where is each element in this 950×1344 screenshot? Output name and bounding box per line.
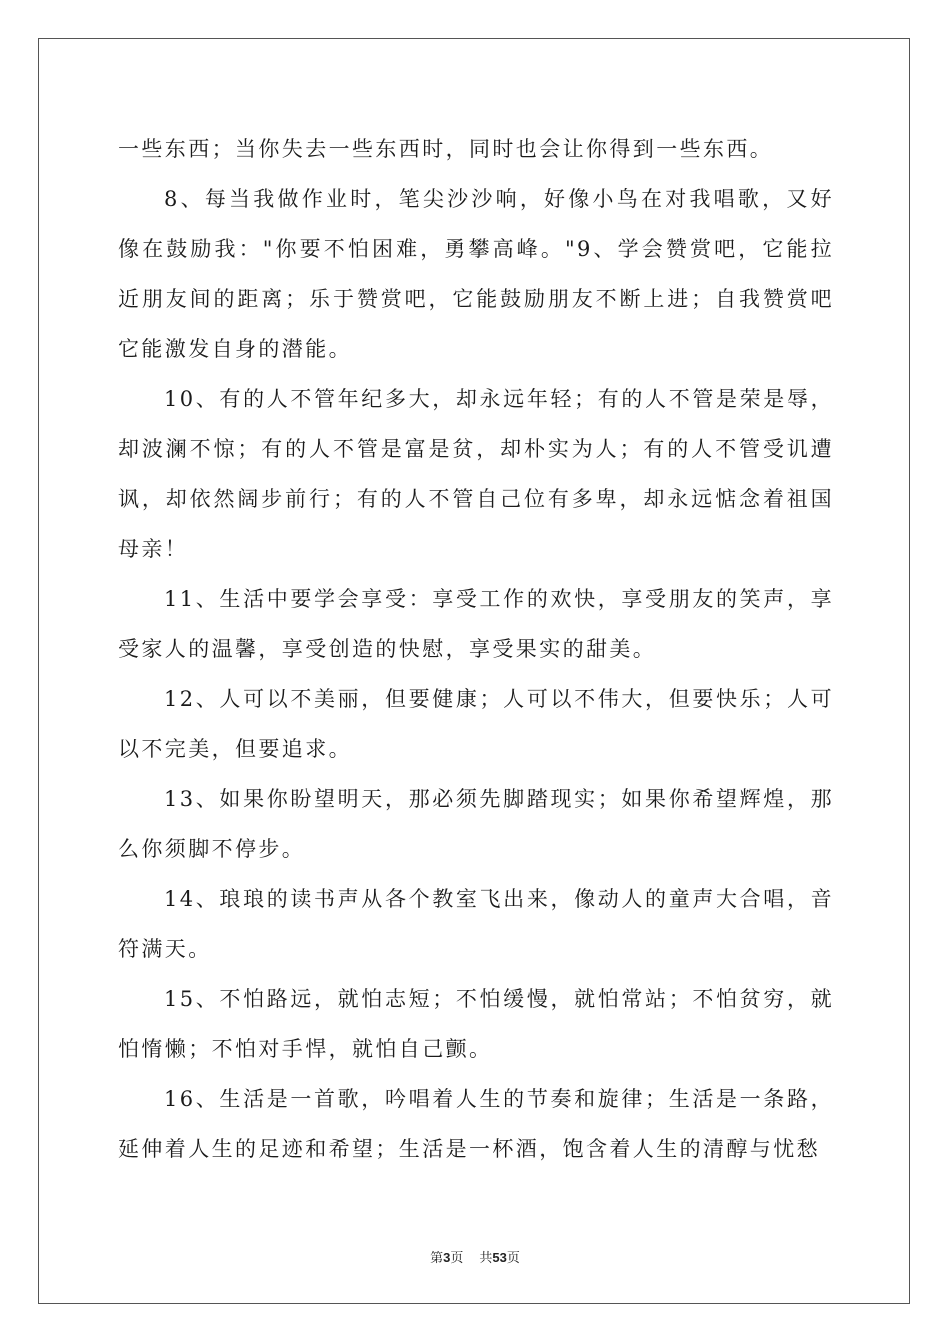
paragraph: 12、人可以不美丽，但要健康；人可以不伟大，但要快乐；人可以不完美，但要追求。 [118,687,834,761]
paragraph: 13、如果你盼望明天，那必须先脚踏现实；如果你希望辉煌，那么你须脚不停步。 [118,787,834,861]
paragraph: 8、每当我做作业时，笔尖沙沙响，好像小鸟在对我唱歌，又好像在鼓励我："你要不怕困难，勇攀高峰。"9、学会赞赏吧，它能拉近朋友间的距离；乐于赞赏吧，它能鼓励朋友不断上进；自我赞赏吧它能激发自身的潜能。 [118,187,834,361]
paragraph: 16、生活是一首歌，吟唱着人生的节奏和旋律；生活是一条路，延伸着人生的足迹和希望；生活是一杯酒，饱含着人生的清醇与忧愁 [118,1087,834,1161]
paragraph: 15、不怕路远，就怕志短；不怕缓慢，就怕常站；不怕贫穷，就怕惰懒；不怕对手悍，就怕自己颤。 [118,987,834,1061]
page-indicator: 第3页 [430,1250,464,1266]
paragraph: 14、琅琅的读书声从各个教室飞出来，像动人的童声大合唱，音符满天。 [118,887,834,961]
paragraph: 一些东西；当你失去一些东西时，同时也会让你得到一些东西。 [118,137,774,161]
paragraph: 11、生活中要学会享受：享受工作的欢快，享受朋友的笑声，享受家人的温馨，享受创造的快慰，享受果实的甜美。 [118,587,834,661]
document-body [118,124,834,1174]
total-pages-indicator: 共53页 [479,1250,520,1266]
paragraph: 10、有的人不管年纪多大，却永远年轻；有的人不管是荣是辱，却波澜不惊；有的人不管是富是贫，却朴实为人；有的人不管受讥遭讽，却依然阔步前行；有的人不管自己位有多卑，却永远惦念着祖国母亲！ [118,387,834,561]
page-footer [0,1247,950,1266]
